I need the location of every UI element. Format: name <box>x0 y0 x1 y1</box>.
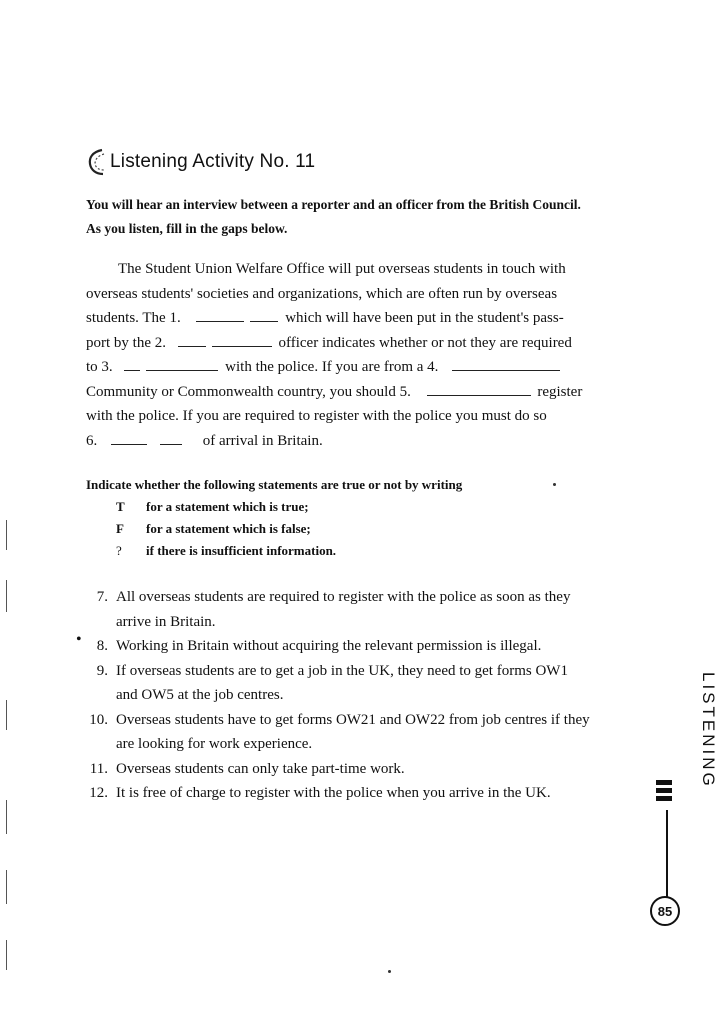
statement-text <box>116 708 644 757</box>
side-divider <box>666 810 668 898</box>
option-row <box>116 540 462 562</box>
gap-6-blank-b[interactable] <box>160 443 182 445</box>
statement-item <box>84 659 644 708</box>
passage-text: students. The 1. <box>86 310 181 326</box>
gap-4-blank[interactable] <box>452 369 560 371</box>
passage-text: of arrival in Britain. <box>202 432 323 449</box>
statement-number: 8. <box>96 638 108 654</box>
passage-text: to 3. <box>86 359 113 375</box>
option-row <box>116 496 462 518</box>
gap-6-blank[interactable] <box>111 443 147 445</box>
bracket-icon <box>86 148 108 176</box>
bullet-mark-icon: • <box>76 631 82 648</box>
statement-item <box>84 634 644 659</box>
statement-item <box>84 781 644 806</box>
statement-number: 7. <box>96 589 108 605</box>
passage-text: officer indicates whether or not they are required <box>278 334 572 351</box>
gap-1-blank[interactable] <box>196 320 244 322</box>
statement-text <box>116 585 644 634</box>
statement-list <box>84 585 644 806</box>
margin-mark <box>6 580 7 612</box>
headphones-icon <box>654 778 674 804</box>
intro-line: You will hear an interview between a reporter and an officer from the British Council. <box>86 197 581 212</box>
passage-line <box>86 306 634 331</box>
statement-line: All overseas students are required to register with the police as soon as they <box>116 589 571 605</box>
option-symbol: F <box>116 521 124 536</box>
statement-item <box>84 585 644 634</box>
statement-line: arrive in Britain. <box>116 613 216 630</box>
statement-number: 11. <box>89 760 108 777</box>
page-title: Listening Activity No. 11 <box>110 151 316 172</box>
passage-text: register <box>537 383 583 400</box>
statement-line: Overseas students have to get forms OW21 and OW22 from job centres if they <box>116 711 590 728</box>
passage-line <box>86 380 634 405</box>
margin-mark <box>6 940 7 970</box>
statement-line: It is free of charge to register with the police when you arrive in the UK. <box>116 785 551 801</box>
gap-2-blank-b[interactable] <box>212 345 272 347</box>
passage-line: overseas students' societies and organizations, which are often run by overseas <box>86 285 558 302</box>
gap-3-blank-b[interactable] <box>146 369 218 371</box>
gap-3-blank[interactable] <box>124 369 140 371</box>
statement-item <box>84 757 644 782</box>
scan-dot <box>388 970 391 973</box>
option-text: if there is insufficient information. <box>146 543 337 558</box>
statement-item <box>84 708 644 757</box>
passage-line: with the police. If you are required to register with the police you must do so <box>86 408 547 424</box>
passage-line: The Student Union Welfare Office will put overseas students in touch with <box>118 261 566 277</box>
option-row <box>116 518 462 540</box>
statement-line: If overseas students are to get a job in the UK, they need to get forms OW1 <box>116 662 568 679</box>
passage-text: which will have been put in the student's pass- <box>285 310 564 326</box>
gap-fill-passage <box>86 257 634 453</box>
option-symbol: ? <box>116 543 122 558</box>
scan-dot <box>553 483 556 486</box>
instructions-title: Indicate whether the following statements are true or not by writing <box>86 477 463 492</box>
passage-text: with the police. If you are from a 4. <box>225 359 439 375</box>
passage-text: Community or Commonwealth country, you should 5. <box>86 383 411 400</box>
passage-line <box>86 355 634 380</box>
option-text: for a statement which is true; <box>146 499 309 514</box>
section-label: LISTENING <box>699 672 718 789</box>
passage-text: 6. <box>86 432 98 449</box>
statement-number: 10. <box>89 711 108 728</box>
activity-heading <box>86 148 315 176</box>
passage-text: port by the 2. <box>86 334 166 351</box>
option-text: for a statement which is false; <box>146 521 311 536</box>
passage-line <box>86 331 634 356</box>
statement-number: 9. <box>96 662 108 679</box>
intro-text <box>86 193 646 241</box>
statement-line: Working in Britain without acquiring the relevant permission is illegal. <box>116 638 542 654</box>
margin-mark <box>6 800 7 834</box>
gap-5-blank[interactable] <box>427 394 531 396</box>
statement-line: are looking for work experience. <box>116 736 313 752</box>
page-number: 85 <box>650 896 680 926</box>
statement-number: 12. <box>89 785 108 801</box>
passage-line <box>86 429 634 454</box>
statement-line: and OW5 at the job centres. <box>116 687 284 703</box>
statement-line: Overseas students can only take part-time work. <box>116 760 405 777</box>
margin-mark <box>6 520 7 550</box>
true-false-instructions <box>86 474 462 562</box>
margin-mark <box>6 870 7 904</box>
option-symbol: T <box>116 499 125 514</box>
statement-text <box>116 659 644 708</box>
margin-mark <box>6 700 7 730</box>
intro-line: As you listen, fill in the gaps below. <box>86 221 288 236</box>
gap-2-blank[interactable] <box>178 345 206 347</box>
gap-1-blank-b[interactable] <box>250 320 278 322</box>
